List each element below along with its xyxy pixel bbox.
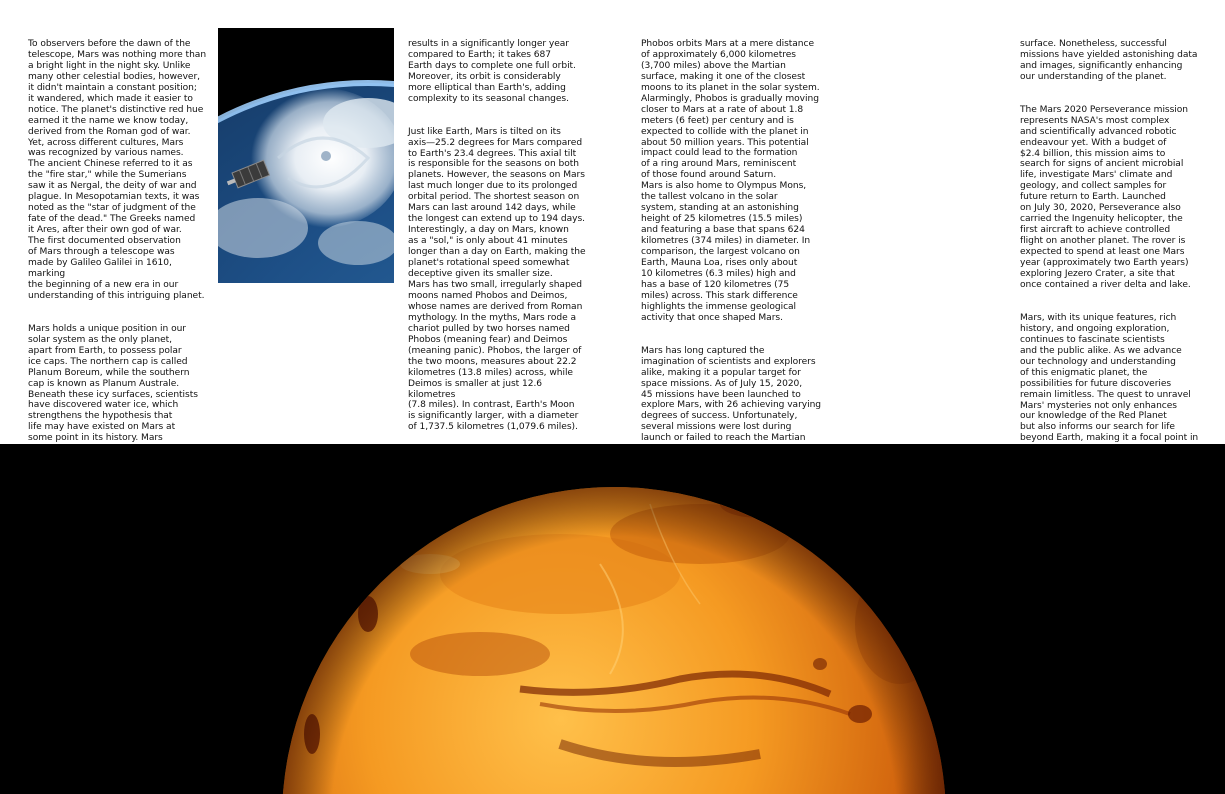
mars-photo: [0, 444, 1225, 794]
paragraph: surface. Nonetheless, successful missions have yielded astonishing data and images, significantly enhancing our understanding of the planet.: [1020, 38, 1198, 82]
paragraph: Just like Earth, Mars is tilted on its axis—25.2 degrees for Mars compared to Earth's 23.4 degrees. This axial tilt is responsible for the seasons on both planets. However, the seasons on Mars last much longer due to its prolonged orbital period. The shortest season on Mars can last around 142 days, while the longest can extend up to 194 days. Interestingly, a day on Mars, known as a "sol," is only about 41 minutes longer than a day on Earth, making the planet's rotational speed somewhat deceptive given its smaller size. Mars has two small, irregularly shaped moons named Phobos and Deimos, whose names are derived from Roman mythology. In the myths, Mars rode a chariot pulled by two horses named Phobos (meaning fear) and Deimos (meaning panic). Phobos, the larger of the two moons, measures about 22.2 kilometres (13.8 miles) across, while Deimos is smaller at just 12.6 kilometres (7.8 miles). In contrast, Earth's Moon is significantly larger, with a diameter of 1,737.5 kilometres (1,079.6 miles).: [408, 126, 586, 433]
text-column-3: [641, 28, 821, 466]
paragraph: Phobos orbits Mars at a mere distance of approximately 6,000 kilometres (3,700 miles) above the Martian surface, making it one of the closest moons to its planet in the solar system. Alarmingly, Phobos is gradually moving closer to Mars at a rate of about 1.8 meters (6 feet) per century and is expected to collide with the planet in about 50 million years. This potential impact could lead to the formation of a ring around Mars, reminiscent of those found around Saturn. Mars is also home to Olympus Mons, the tallest volcano in the solar system, standing at an astonishing height of 25 kilometres (15.5 miles) and featuring a base that spans 624 kilometres (374 miles) in diameter. In comparison, the largest volcano on Earth, Mauna Loa, rises only about 10 kilometres (6.3 miles) high and has a base of 120 kilometres (75 miles) across. This stark difference highlights the immense geological activity that once shaped Mars.: [641, 38, 820, 323]
mars-image: [0, 444, 1225, 794]
paragraph: Mars has long captured the imagination of scientists and explorers alike, making it a popular target for space missions. As of July 15, 2020, 45 missions have been launched to explore Mars, with 26 achieving varying degrees of success. Unfortunately, several missions were lost during launch or failed to reach the Martian: [641, 345, 822, 444]
text-column-4: [1020, 28, 1200, 477]
earth-photo: [218, 28, 394, 283]
paragraph: To observers before the dawn of the telescope, Mars was nothing more than a bright light in the night sky. Unlike many other celestial bodies, however, it didn't maintain a constant position; it wandered, which made it easier to notice. The planet's distinctive red hue earned it the name we know today, derived from the Roman god of war. Yet, across different cultures, Mars was recognized by various names. The ancient Chinese referred to it as the "fire star," while the Sumerians saw it as Nergal, the deity of war and plague. In Mesopotamian texts, it was noted as the "star of judgment of the fate of the dead." The Greeks named it Ares, after their own god of war. The first documented observation of Mars through a telescope was made by Galileo Galilei in 1610, marking the beginning of a new era in our understanding of this intriguing planet.: [28, 38, 207, 301]
text-column-2: [408, 28, 588, 455]
paragraph: Mars holds a unique position in our solar system as the only planet, apart from Earth, to possess polar ice caps. The northern cap is called Planum Boreum, while the southern cap is known as Planum Australe. Beneath these icy surfaces, scientists have discovered water ice, which strengthens the hypothesis that life may have existed on Mars at some point in its history. Mars: [28, 323, 198, 444]
paragraph: The Mars 2020 Perseverance mission represents NASA's most complex and scientifically advanced robotic endeavour yet. With a budget of $2.4 billion, this mission aims to search for signs of ancient microbial life, investigate Mars' climate and geology, and collect samples for future return to Earth. Launched on July 30, 2020, Perseverance also carried the Ingenuity helicopter, the first aircraft to achieve controlled flight on another planet. The rover is expected to spend at least one Mars year (approximately two Earth years) exploring Jezero Crater, a site that once contained a river delta and lake.: [1020, 104, 1191, 290]
earth-image: [218, 28, 394, 283]
paragraph: results in a significantly longer year compared to Earth; it takes 687 Earth days to complete one full orbit. Moreover, its orbit is considerably more elliptical than Earth's, adding complexity to its seasonal changes.: [408, 38, 576, 104]
paragraph: Mars, with its unique features, rich history, and ongoing exploration, continues to fascinate scientists and the public alike. As we advance our technology and understanding of this enigmatic planet, the possibilities for future discoveries remain limitless. The quest to unravel Mars' mysteries not only enhances our knowledge of the Red Planet but also informs our search for life beyond Earth, making it a focal point in: [1020, 312, 1199, 444]
text-column-1: [28, 28, 208, 477]
